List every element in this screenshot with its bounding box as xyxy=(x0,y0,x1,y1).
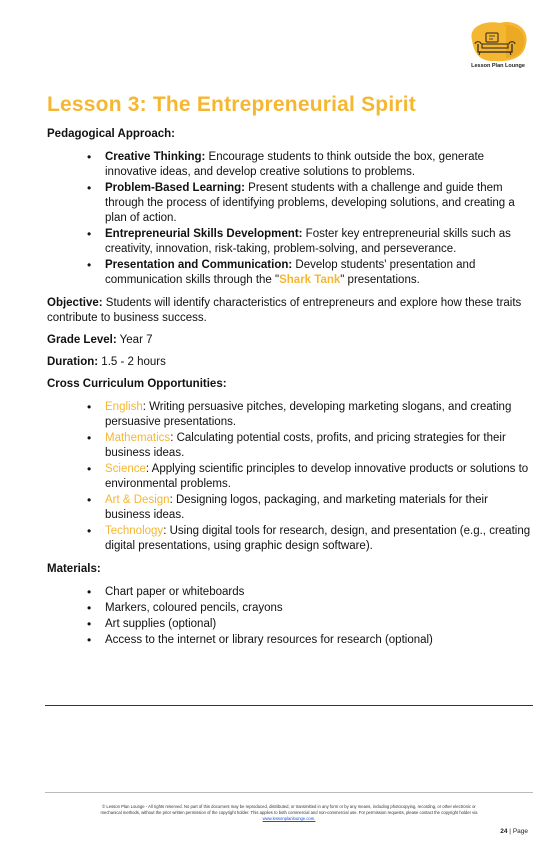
list-item xyxy=(105,524,533,554)
page-label: Page xyxy=(512,828,528,835)
pedagogy-heading: Pedagogical Approach: xyxy=(47,128,176,140)
duration-text: 1.5 - 2 hours xyxy=(98,356,166,368)
subject-science: Science xyxy=(105,463,146,475)
duration xyxy=(47,355,533,370)
duration-label: Duration: xyxy=(47,356,99,368)
list-item xyxy=(105,227,533,257)
subject-text: : Calculating potential costs, profits, and pricing strategies for their business ideas. xyxy=(105,432,506,459)
pedagogy-text: Foster key entrepreneurial skills such as creativity, innovation, risk-taking, problem-solving, and perseverance. xyxy=(105,228,511,255)
subject-text: : Using digital tools for research, design, and presentation (e.g., creating digital presentations, using graphic design software). xyxy=(105,525,531,552)
list-item: • Access to the internet or library resources for research (optional) xyxy=(105,633,533,648)
objective-label: Objective: xyxy=(47,297,103,309)
page-number-value: 24 xyxy=(500,828,508,835)
cross-curriculum-heading: Cross Curriculum Opportunities: xyxy=(47,378,227,390)
subject-english: English xyxy=(105,401,143,413)
list-item: • Art supplies (optional) xyxy=(105,617,533,632)
lesson-content xyxy=(47,92,533,649)
footer-line-2: mechanical methods, without the prior written permission of the copyright holder. This applies to both commercial and non-commercial use. For permission requests, please contact the copyright holder via xyxy=(100,810,478,815)
subject-text: : Writing persuasive pitches, developing marketing slogans, and creating persuasive presentations. xyxy=(105,401,512,428)
materials-heading: Materials: xyxy=(47,563,101,575)
pedagogy-term: Creative Thinking: xyxy=(105,151,206,163)
list-item xyxy=(105,258,533,288)
list-item xyxy=(105,400,533,430)
shark-tank-highlight: Shark Tank xyxy=(279,274,341,286)
lesson-plan-lounge-logo xyxy=(466,20,530,74)
subject-art-design: Art & Design xyxy=(105,494,170,506)
pedagogy-text: Encourage students to think outside the box, generate innovative ideas, and develop creative solutions to problems. xyxy=(105,151,485,178)
page-title: Lesson 3: The Entrepreneurial Spirit xyxy=(47,93,416,116)
subject-technology: Technology xyxy=(105,525,164,537)
cross-curriculum-list xyxy=(47,400,533,554)
footer-divider xyxy=(45,792,533,793)
grade-level xyxy=(47,333,533,348)
page-number xyxy=(500,828,528,835)
list-item: • Markers, coloured pencils, crayons xyxy=(105,601,533,616)
list-item xyxy=(105,431,533,461)
objective-text: Students will identify characteristics of entrepreneurs and explore how these traits contribute to business success. xyxy=(47,297,522,324)
list-item xyxy=(105,462,533,492)
pedagogy-text: Develop students' presentation and communication skills through the " xyxy=(105,259,476,286)
footer-website-link[interactable]: www.lessonplanlounge.com. xyxy=(262,816,316,821)
pedagogy-term: Problem-Based Learning: xyxy=(105,182,245,194)
pedagogy-term: Entrepreneurial Skills Development: xyxy=(105,228,303,240)
sofa-logo-icon xyxy=(466,20,530,64)
pedagogy-list xyxy=(47,150,533,288)
grade-text: Year 7 xyxy=(116,334,153,346)
list-item xyxy=(105,181,533,226)
page-separator: | xyxy=(507,828,513,835)
copyright-footer xyxy=(45,804,533,822)
pedagogy-text: Present students with a challenge and guide them through the process of identifying problems, developing solutions, and creating a plan of action. xyxy=(105,182,515,224)
section-divider xyxy=(45,705,533,706)
pedagogy-term: Presentation and Communication: xyxy=(105,259,293,271)
objective xyxy=(47,296,533,326)
subject-mathematics: Mathematics xyxy=(105,432,171,444)
pedagogy-text-end: " presentations. xyxy=(340,274,420,286)
grade-label: Grade Level: xyxy=(47,334,117,346)
subject-text: : Applying scientific principles to develop innovative products or solutions to environmental problems. xyxy=(105,463,529,490)
logo-text: Lesson Plan Lounge xyxy=(471,63,525,69)
list-item: • Chart paper or whiteboards xyxy=(105,585,533,600)
footer-line-1: © Lesson Plan Lounge - All rights reserved. No part of this document may be reproduced, distributed, or transmitted in any form or by any means, including photocopying, recording, or other electronic or xyxy=(102,804,476,809)
list-item xyxy=(105,493,533,523)
subject-text: : Designing logos, packaging, and marketing materials for their business ideas. xyxy=(105,494,488,521)
materials-list xyxy=(47,585,533,648)
list-item xyxy=(105,150,533,180)
